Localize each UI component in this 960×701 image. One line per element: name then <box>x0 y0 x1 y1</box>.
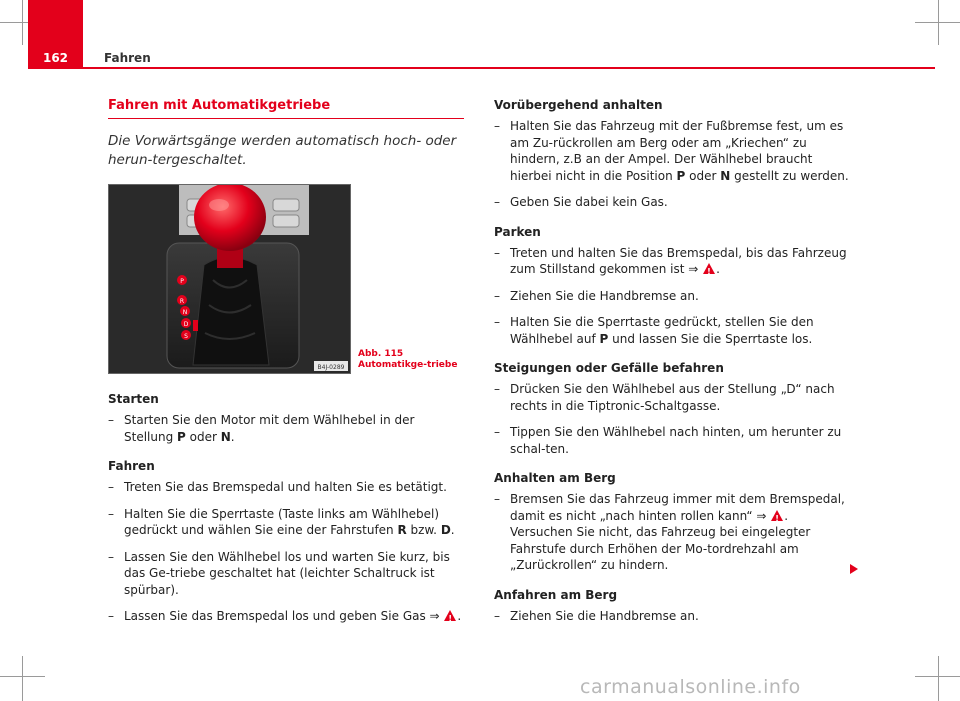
gear-label-p: P <box>180 278 184 285</box>
warning-icon[interactable] <box>444 610 456 621</box>
heading-parken: Parken <box>494 224 541 239</box>
page-number: 162 <box>28 0 83 68</box>
gear-selector-illustration <box>109 185 350 373</box>
figure-caption: Abb. 115 Automatikge-triebe <box>358 349 458 370</box>
figure-code: B4J-0289 <box>317 364 345 371</box>
list-item: – Halten Sie die Sperrtaste (Taste links am Wählhebel) gedrückt und wählen Sie eine der Fahrstufen R bzw. D. <box>108 506 455 537</box>
figure <box>108 184 464 374</box>
gear-selector-image <box>108 184 351 374</box>
crop-mark <box>22 656 23 701</box>
list-item: – Ziehen Sie die Handbremse an. <box>494 608 699 623</box>
heading-anhalten-am-berg: Anhalten am Berg <box>494 471 616 485</box>
heading-anfahren-am-berg: Anfahren am Berg <box>494 587 618 602</box>
section-title: Fahren mit Automatikgetriebe <box>108 98 464 119</box>
left-column <box>108 98 464 625</box>
list-item: – Halten Sie die Sperrtaste gedrückt, stellen Sie den Wählhebel auf P und lassen Sie die Sperrtaste los. <box>494 315 814 346</box>
list-item: – Drücken Sie den Wählhebel aus der Stellung „D“ nach rechts in die Tiptronic-Schaltgasse. <box>494 382 835 413</box>
right-column <box>494 98 850 624</box>
gear-label-d: D <box>183 321 189 328</box>
next-page-arrow-icon[interactable] <box>850 564 858 574</box>
warning-icon[interactable] <box>703 263 715 274</box>
list-item: – Bremsen Sie das Fahrzeug immer mit dem Bremspedal, damit es nicht „nach hinten rollen kann“ ⇒ !. Versuchen Sie nicht, das Fahrzeug bei eingelegter Fahrstufe durch Erhöhen der Mo-tordrehzahl am „Zurückrollen“ zu hindern. <box>494 491 850 574</box>
list-item: – Halten Sie das Fahrzeug mit der Fußbremse fest, um es am Zu-rückrollen am Berg oder am „Kriechen“ zu hindern, z.B an der Ampel. Der Wählhebel braucht hierbei nicht in die Position P oder N gestellt zu werden. <box>494 119 849 183</box>
crop-mark <box>938 656 939 701</box>
list-item: – Geben Sie dabei kein Gas. <box>494 195 668 209</box>
list-item: – Treten Sie das Bremspedal und halten Sie es betätigt. <box>108 480 447 494</box>
gear-label-s: S <box>184 333 188 340</box>
list-item: – Tippen Sie den Wählhebel nach hinten, um herunter zu schal-ten. <box>494 425 842 456</box>
list-item: – Treten und halten Sie das Bremspedal, bis das Fahrzeug zum Stillstand gekommen ist ⇒ !. <box>494 245 850 278</box>
list-item: – Lassen Sie den Wählhebel los und warten Sie kurz, bis das Ge-triebe geschaltet hat (leichter Schaltruck ist spürbar). <box>108 549 450 597</box>
list-item: – Ziehen Sie die Handbremse an. <box>494 288 699 303</box>
heading-starten: Starten <box>108 392 159 406</box>
heading-vorubergehend-anhalten: Vorübergehend anhalten <box>494 98 663 112</box>
gear-label-n: N <box>182 309 188 316</box>
list-item: – Starten Sie den Motor mit dem Wählhebel in der Stellung P oder N. <box>108 413 415 444</box>
heading-fahren: Fahren <box>108 459 155 473</box>
crop-mark <box>22 0 23 45</box>
header-title: Fahren <box>104 51 151 65</box>
crop-mark <box>938 0 939 45</box>
list-item: – Lassen Sie das Bremspedal los und geben Sie Gas ⇒ !. <box>108 608 464 625</box>
warning-icon[interactable] <box>771 510 783 521</box>
gear-label-r: R <box>179 298 185 305</box>
watermark: carmanualsonline.info <box>580 676 801 698</box>
heading-steigungen: Steigungen oder Gefälle befahren <box>494 361 724 375</box>
section-intro: Die Vorwärtsgänge werden automatisch hoch- oder herun-tergeschaltet. <box>108 133 457 168</box>
header-rule <box>28 67 935 69</box>
